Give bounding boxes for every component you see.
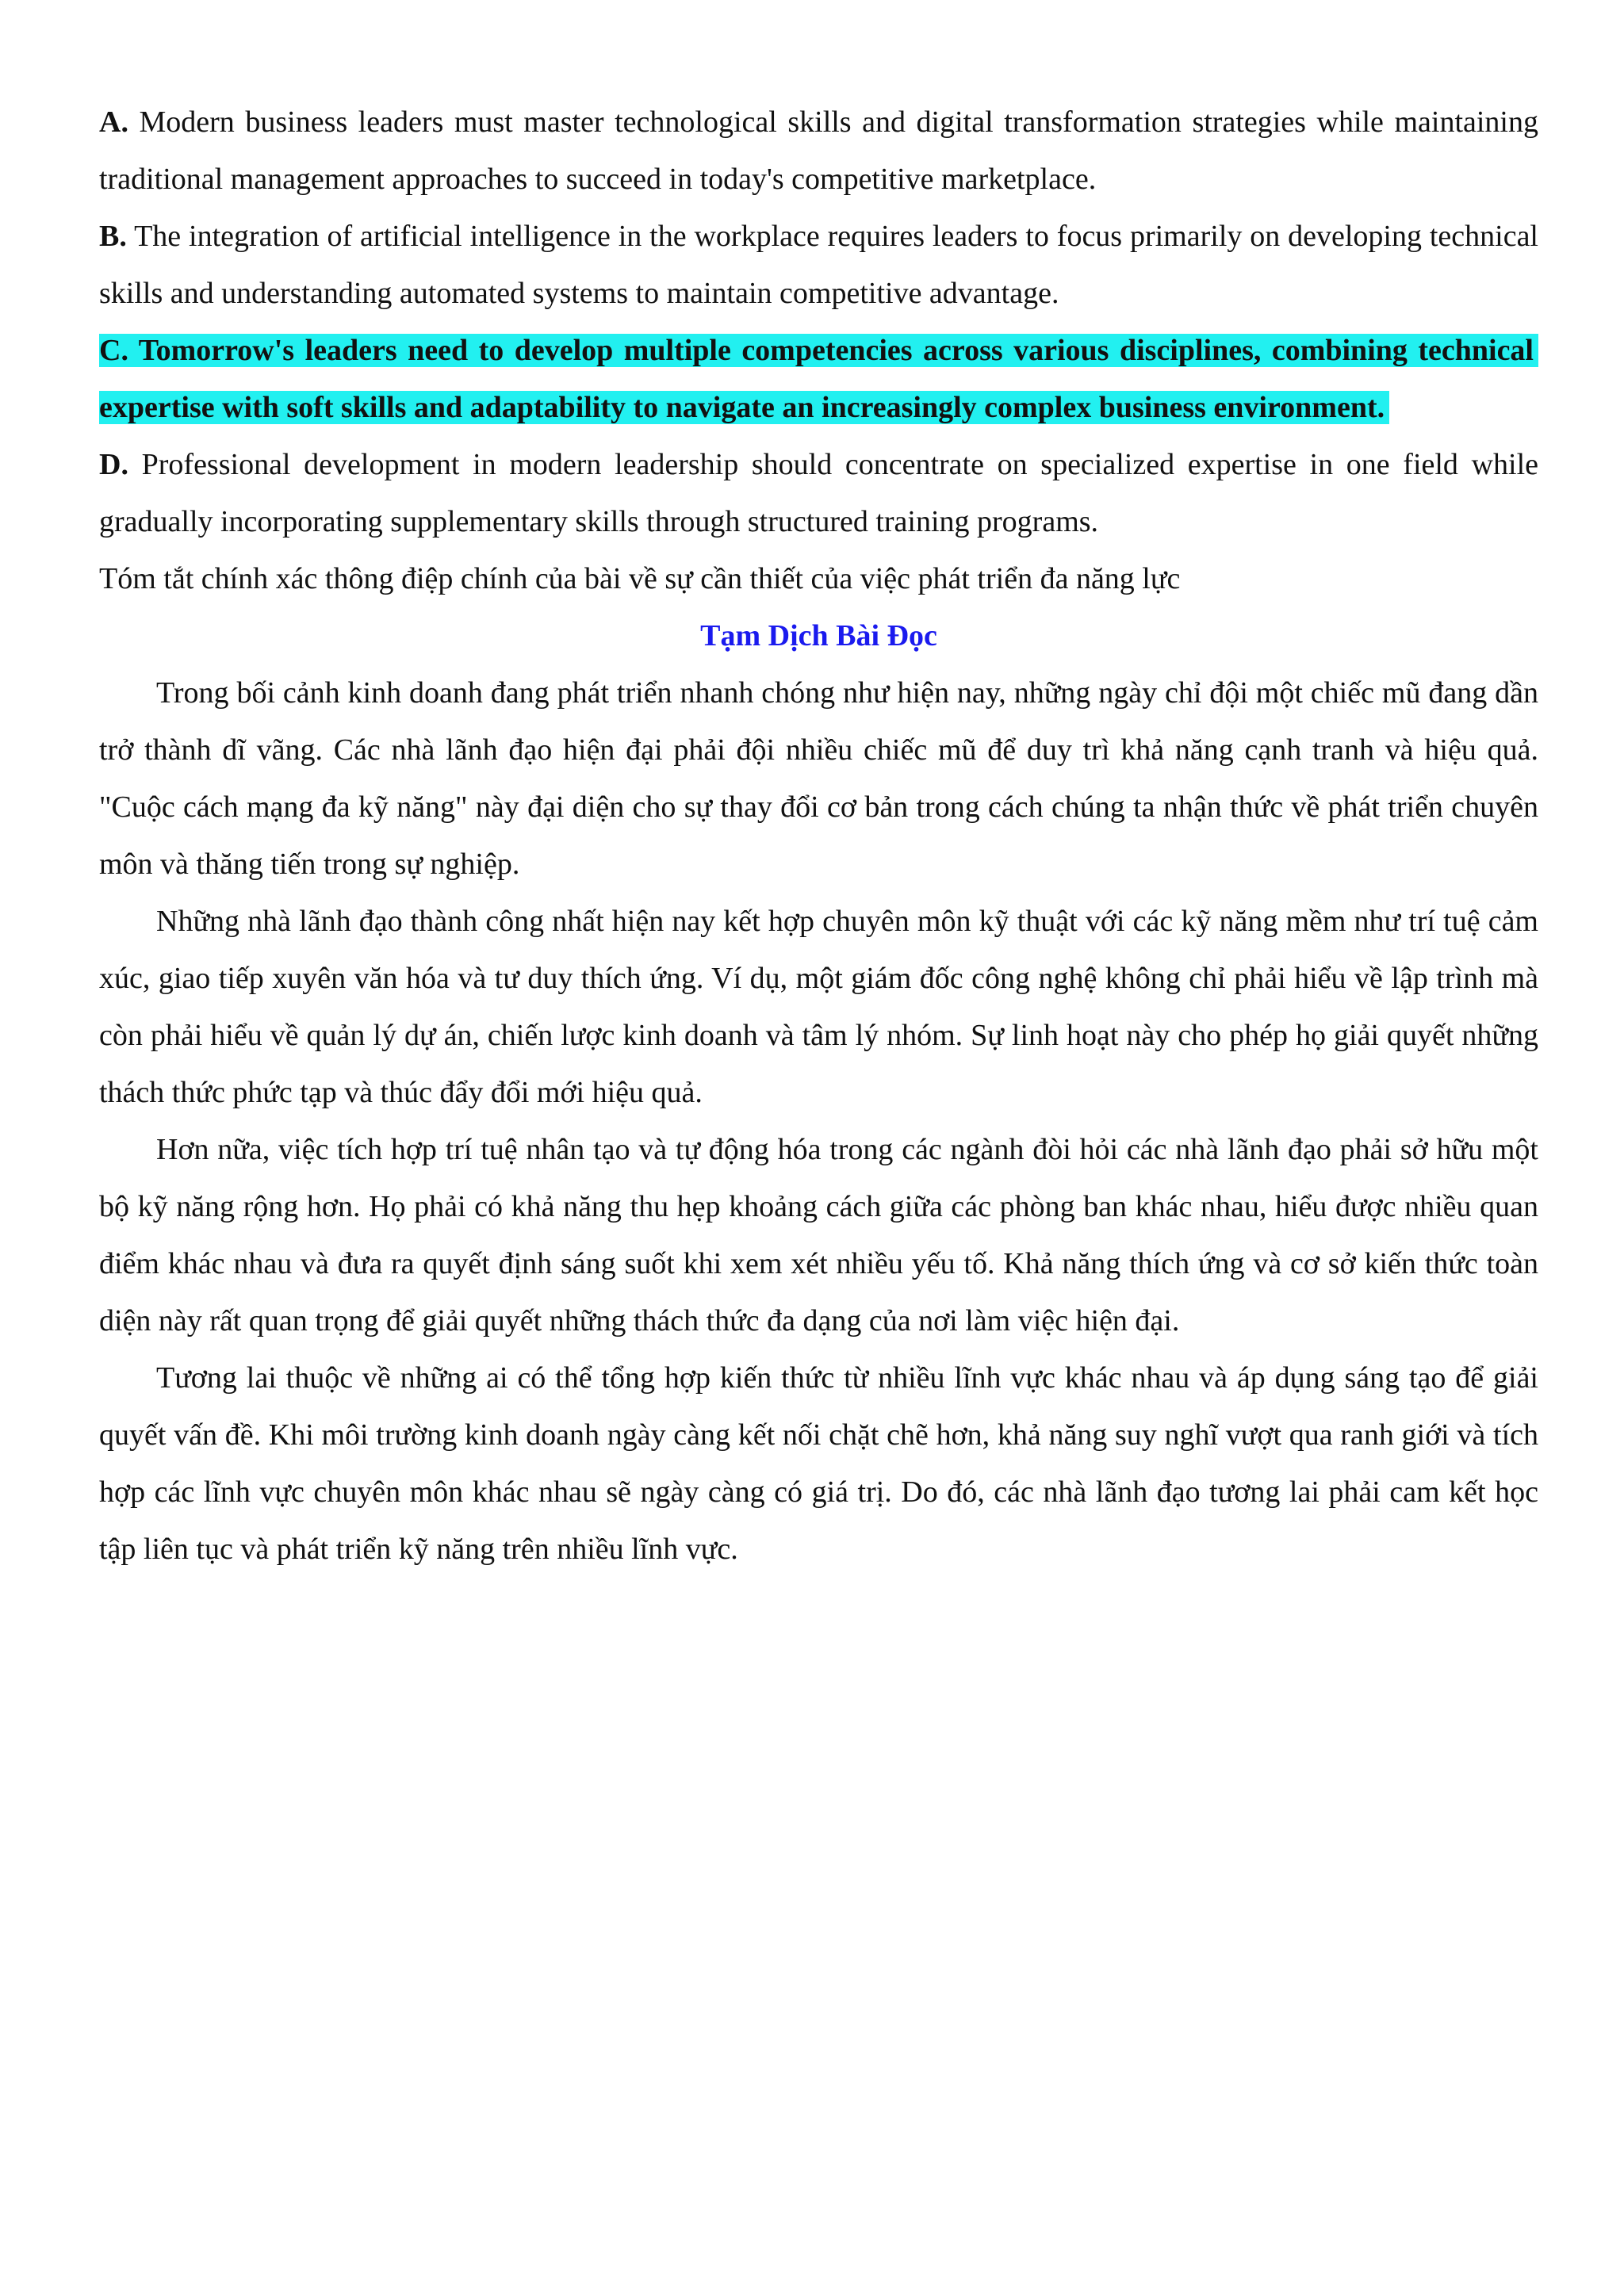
translation-paragraph: Trong bối cảnh kinh doanh đang phát triển nhanh chóng như hiện nay, những ngày chỉ đội một chiếc mũ đang dần trở thành dĩ vãng. Các nhà lãnh đạo hiện đại phải đội nhiều chiếc mũ để duy trì khả năng cạnh tranh và hiệu quả. "Cuộc cách mạng đa kỹ năng" này đại diện cho sự thay đổi cơ bản trong cách chúng ta nhận thức về phát triển chuyên môn và thăng tiến trong sự nghiệp. [99, 676, 1538, 881]
answer-explanation: Tóm tắt chính xác thông điệp chính của bài về sự cần thiết của việc phát triển đa năng lực [99, 562, 1181, 595]
option-text: Professional development in modern leadership should concentrate on specialized expertise in one field while gradually incorporating supplementary skills through structured training programs. [99, 448, 1539, 538]
option-text: Tomorrow's leaders need to develop multiple competencies across various disciplines, combining technical expertise with soft skills and adaptability to navigate an increasingly complex business environment. [99, 334, 1534, 424]
answer-option-c-correct [99, 322, 1538, 436]
option-text: Modern business leaders must master technological skills and digital transformation strategies while maintaining traditional management approaches to succeed in today's competitive marketplace. [99, 105, 1538, 196]
document-content [99, 94, 1538, 1578]
translation-paragraph: Những nhà lãnh đạo thành công nhất hiện nay kết hợp chuyên môn kỹ thuật với các kỹ năng mềm như trí tuệ cảm xúc, giao tiếp xuyên văn hóa và tư duy thích ứng. Ví dụ, một giám đốc công nghệ không chỉ phải hiểu về lập trình mà còn phải hiểu về quản lý dự án, chiến lược kinh doanh và tâm lý nhóm. Sự linh hoạt này cho phép họ giải quyết những thách thức phức tạp và thúc đẩy đổi mới hiệu quả. [99, 905, 1538, 1109]
translation-title: Tạm Dịch Bài Đọc [700, 619, 937, 652]
translation-paragraph: Tương lai thuộc về những ai có thể tổng hợp kiến thức từ nhiều lĩnh vực khác nhau và áp dụng sáng tạo để giải quyết vấn đề. Khi môi trường kinh doanh ngày càng kết nối chặt chẽ hơn, khả năng suy nghĩ vượt qua ranh giới và tích hợp các lĩnh vực chuyên môn khác nhau sẽ ngày càng có giá trị. Do đó, các nhà lãnh đạo tương lai phải cam kết học tập liên tục và phát triển kỹ năng trên nhiều lĩnh vực. [99, 1361, 1538, 1566]
option-letter: A. [99, 105, 128, 139]
option-letter: C. [99, 334, 128, 367]
option-text: The integration of artificial intelligence in the workplace requires leaders to focus primarily on developing technical skills and understanding automated systems to maintain competitive advantage. [99, 220, 1538, 310]
answer-option-a [99, 94, 1538, 208]
correct-answer-highlight [99, 334, 1538, 424]
answer-option-b [99, 208, 1538, 322]
option-letter: D. [99, 448, 128, 481]
answer-option-d [99, 436, 1538, 550]
option-letter: B. [99, 220, 127, 253]
translation-paragraph: Hơn nữa, việc tích hợp trí tuệ nhân tạo và tự động hóa trong các ngành đòi hỏi các nhà lãnh đạo phải sở hữu một bộ kỹ năng rộng hơn. Họ phải có khả năng thu hẹp khoảng cách giữa các phòng ban khác nhau, hiểu được nhiều quan điểm khác nhau và đưa ra quyết định sáng suốt khi xem xét nhiều yếu tố. Khả năng thích ứng và cơ sở kiến thức toàn diện này rất quan trọng để giải quyết những thách thức đa dạng của nơi làm việc hiện đại. [99, 1133, 1538, 1337]
